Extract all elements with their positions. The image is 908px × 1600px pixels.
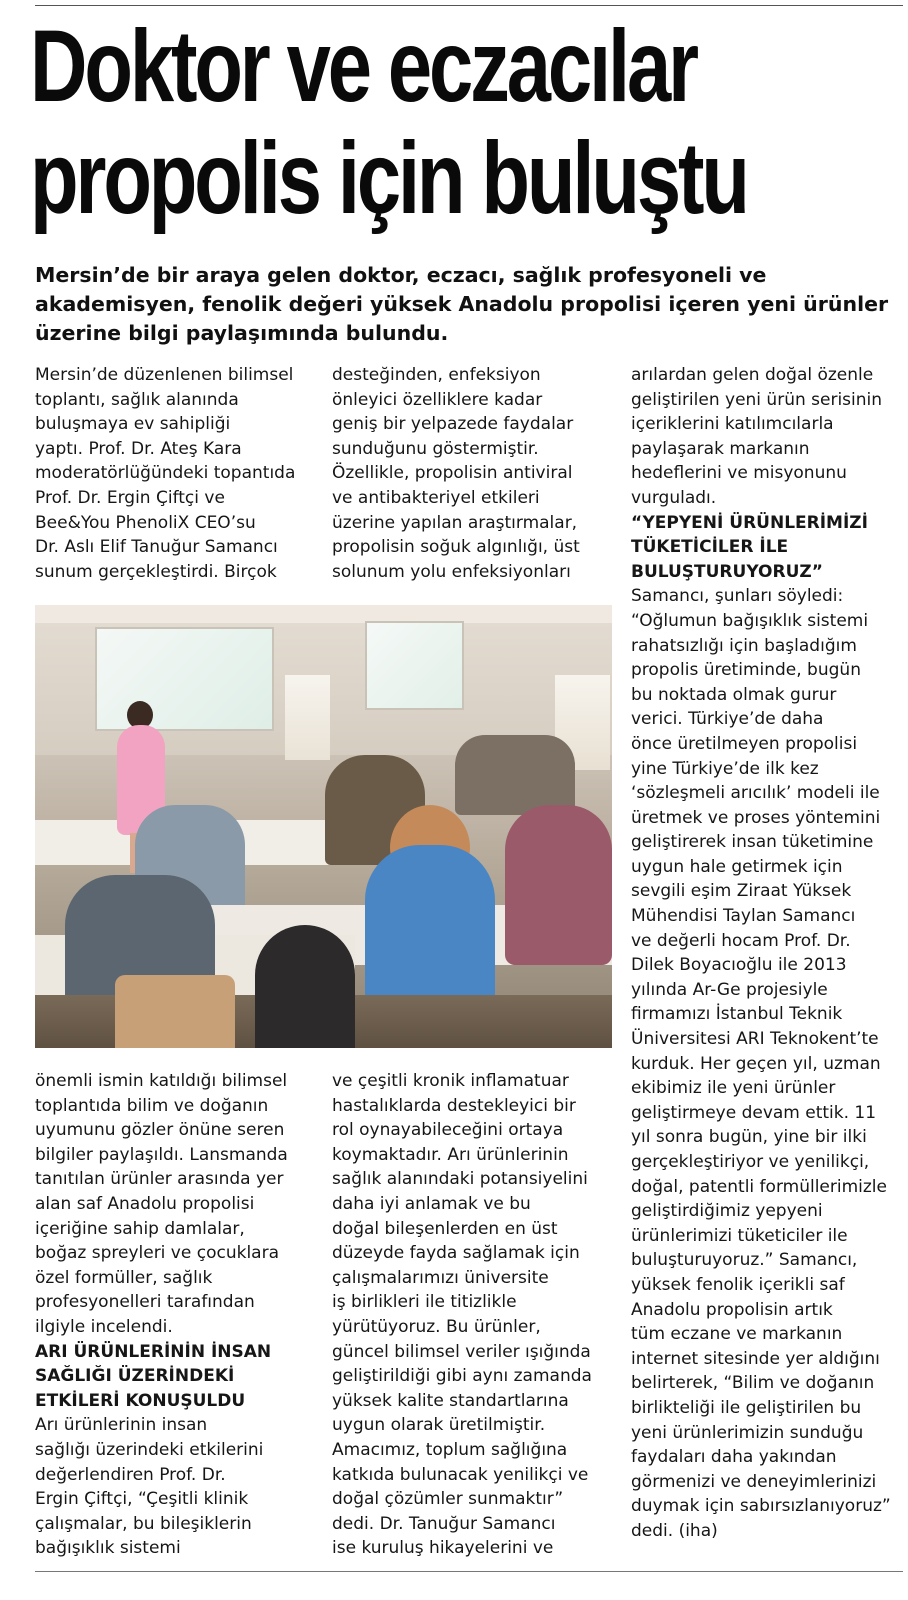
- column-1-top: [35, 363, 310, 584]
- headline-line: propolis için buluştu: [30, 121, 747, 235]
- subhead-line: ARI ÜRÜNLERİNİN İNSAN: [35, 1341, 272, 1362]
- text-line: güncel bilimsel veriler ışığında: [332, 1341, 591, 1362]
- text-line: geliştirdiğimiz yepyeni: [631, 1201, 823, 1222]
- text-line: yıl sonra bugün, yine bir ilki: [631, 1127, 867, 1148]
- text-line: yine Türkiye’de ilk kez: [631, 758, 819, 779]
- text-line: toplantı, sağlık alanında: [35, 389, 239, 410]
- text-line: firmamızı İstanbul Teknik: [631, 1004, 843, 1025]
- text-line: içeriklerini katılımcılarla: [631, 414, 834, 435]
- projection-screen: [95, 627, 274, 731]
- text-line: internet sitesinde yer aldığını: [631, 1348, 880, 1369]
- text-line: sunum gerçekleştirdi. Birçok: [35, 561, 277, 582]
- subhead-line: ETKİLERİ KONUŞULDU: [35, 1390, 246, 1411]
- text-line: yürütüyoruz. Bu ürünler,: [332, 1316, 541, 1337]
- text-line: ekibimiz ile yeni ürünler: [631, 1078, 836, 1099]
- column-3-top-text: [631, 363, 906, 511]
- text-line: geliştirildiği gibi aynı zamanda: [332, 1366, 592, 1387]
- text-line: dedi. (iha): [631, 1520, 718, 1541]
- text-line: uyumunu gözler önüne seren: [35, 1120, 285, 1141]
- text-line: sağlığı üzerindeki etkilerini: [35, 1439, 264, 1460]
- text-line: geliştirmeye devam ettik. 11: [631, 1102, 877, 1123]
- text-line: Dr. Aslı Elif Tanuğur Samancı: [35, 537, 278, 558]
- text-line: önce üretilmeyen propolisi: [631, 733, 858, 754]
- subhead-bee-products: [35, 1340, 310, 1414]
- text-line: ve değerli hocam Prof. Dr.: [631, 930, 851, 951]
- text-line: yılında Ar-Ge projesiyle: [631, 979, 828, 1000]
- text-line: birlikteliği ile geliştirilen bu: [631, 1397, 862, 1418]
- text-line: önleyici özelliklere kadar: [332, 389, 543, 410]
- text-line: Üniversitesi ARI Teknokent’te: [631, 1029, 879, 1050]
- text-line: geliştirilen yeni ürün serisinin: [631, 389, 883, 410]
- text-line: duymak için sabırsızlanıyoruz”: [631, 1496, 891, 1517]
- text-line: Bee&You PhenoliX CEO’su: [35, 512, 256, 533]
- column-1-after-text: [35, 1413, 310, 1561]
- text-line: iş birlikleri ile titizlikle: [332, 1292, 517, 1313]
- text-line: üretmek ve proses yöntemini: [631, 807, 881, 828]
- text-line: Ergin Çiftçi, “Çeşitli klinik: [35, 1489, 249, 1510]
- text-line: desteğinden, enfeksiyon: [332, 365, 541, 385]
- text-line: ve çeşitli kronik inflamatuar: [332, 1071, 569, 1091]
- event-photo: [35, 605, 612, 1048]
- text-line: geniş bir yelpazede faydalar: [332, 414, 574, 435]
- text-line: hastalıklarda destekleyici bir: [332, 1095, 576, 1116]
- text-line: Özellikle, propolisin antiviral: [332, 463, 573, 484]
- headline-line: Doktor ve eczacılar: [30, 9, 696, 123]
- text-line: arılardan gelen doğal özenle: [631, 365, 874, 385]
- text-line: bağışıklık sistemi: [35, 1538, 181, 1559]
- column-1-bottom: [35, 1069, 310, 1561]
- text-line: verici. Türkiye’de daha: [631, 709, 824, 730]
- column-1-bottom-text: [35, 1069, 310, 1340]
- text-line: vurguladı.: [631, 487, 717, 508]
- text-line: hedeflerini ve misyonunu: [631, 463, 847, 484]
- text-line: doğal çözümler sunmaktır”: [332, 1489, 564, 1510]
- text-line: görmenizi ve deneyimlerinizi: [631, 1471, 877, 1492]
- column-3-body-text: [631, 584, 906, 1543]
- top-rule: [35, 5, 903, 6]
- text-line: ürünlerimizi tüketiciler ile: [631, 1225, 848, 1246]
- text-line: koymaktadır. Arı ürünlerinin: [332, 1144, 569, 1165]
- text-line: önemli ismin katıldığı bilimsel: [35, 1071, 288, 1091]
- text-line: ise kuruluş hikayelerini ve: [332, 1538, 554, 1559]
- text-line: propolisin soğuk algınlığı, üst: [332, 537, 580, 558]
- text-line: Prof. Dr. Ergin Çiftçi ve: [35, 487, 225, 508]
- text-line: uygun olarak üretilmiştir.: [332, 1415, 546, 1436]
- text-line: alan saf Anadolu propolisi: [35, 1193, 255, 1214]
- text-line: Arı ürünlerinin insan: [35, 1415, 208, 1436]
- text-line: “Oğlumun bağışıklık sistemi: [631, 610, 869, 631]
- text-line: yüksek kalite standartlarına: [332, 1390, 569, 1411]
- text-line: solunum yolu enfeksiyonları: [332, 561, 571, 582]
- text-line: profesyonelleri tarafından: [35, 1292, 255, 1313]
- text-line: rol oynayabileceğini ortaya: [332, 1120, 564, 1141]
- text-line: boğaz spreyleri ve çocuklara: [35, 1243, 279, 1264]
- text-line: katkıda bulunacak yenilikçi ve: [332, 1464, 589, 1485]
- subhead-line: BULUŞTURUYORUZ”: [631, 561, 823, 582]
- text-line: daha iyi anlamak ve bu: [332, 1193, 531, 1214]
- text-line: toplantıda bilim ve doğanın: [35, 1095, 269, 1116]
- text-line: değerlendiren Prof. Dr.: [35, 1464, 226, 1485]
- text-line: geliştirerek insan tüketimine: [631, 832, 874, 853]
- text-line: belirterek, “Bilim ve doğanın: [631, 1373, 875, 1394]
- subhead-line: SAĞLIĞI ÜZERİNDEKİ: [35, 1366, 235, 1387]
- text-line: doğal, patentli formüllerimizle: [631, 1176, 887, 1197]
- text-line: üzerine yapılan araştırmalar,: [332, 512, 578, 533]
- text-line: ve antibakteriyel etkileri: [332, 487, 540, 508]
- text-line: Mühendisi Taylan Samancı: [631, 906, 856, 927]
- text-line: Mersin’de düzenlenen bilimsel: [35, 365, 294, 385]
- text-line: yüksek fenolik içerikli saf: [631, 1274, 845, 1295]
- column-2-top: [332, 363, 607, 584]
- text-line: gerçekleştiriyor ve yenilikçi,: [631, 1152, 870, 1172]
- bottom-rule: [35, 1571, 903, 1572]
- text-line: tüm eczane ve markanın: [631, 1324, 843, 1345]
- text-line: sağlık alanındaki potansiyelini: [332, 1169, 588, 1190]
- text-line: sevgili eşim Ziraat Yüksek: [631, 881, 852, 902]
- text-line: yeni ürünlerimizin sunduğu: [631, 1422, 864, 1443]
- text-line: özel formüller, sağlık: [35, 1267, 213, 1288]
- column-2-bottom: [332, 1069, 607, 1561]
- text-line: faydaları daha yakından: [631, 1447, 837, 1468]
- subhead-line: TÜKETİCİLER İLE: [631, 537, 789, 558]
- text-line: bilgiler paylaşıldı. Lansmanda: [35, 1144, 288, 1165]
- text-line: çalışmalarımızı üniversite: [332, 1267, 549, 1288]
- text-line: ‘sözleşmeli arıcılık’ modeli ile: [631, 783, 880, 804]
- lead-paragraph: Mersin’de bir araya gelen doktor, eczacı, sağlık profesyoneli ve akademisyen, fenolik değeri yüksek Anadolu propolisi içeren yeni ürünler üzerine bilgi paylaşımında bulundu.: [35, 263, 889, 345]
- text-line: dedi. Dr. Tanuğur Samancı: [332, 1513, 556, 1534]
- text-line: uygun hale getirmek için: [631, 856, 843, 877]
- projection-screen: [365, 621, 464, 710]
- column-3: [631, 363, 906, 1544]
- text-line: rahatsızlığı için başladığım: [631, 635, 857, 656]
- text-line: Samancı, şunları söyledi:: [631, 586, 844, 607]
- subhead-consumers: [631, 511, 906, 585]
- text-line: kurduk. Her geçen yıl, uzman: [631, 1053, 881, 1074]
- text-line: buluşmaya ev sahipliği: [35, 414, 231, 435]
- text-line: moderatörlüğündeki topantıda: [35, 463, 296, 484]
- subhead-line: “YEPYENİ ÜRÜNLERİMİZİ: [631, 512, 868, 533]
- text-line: yaptı. Prof. Dr. Ateş Kara: [35, 438, 242, 459]
- text-line: Dilek Boyacıoğlu ile 2013: [631, 955, 847, 976]
- text-line: sunduğunu göstermiştir.: [332, 438, 539, 459]
- text-line: doğal bileşenlerden en üst: [332, 1218, 558, 1239]
- text-line: tanıtılan ürünler arasında yer: [35, 1169, 284, 1190]
- roll-up-banner: [285, 675, 330, 760]
- text-line: düzeyde fayda sağlamak için: [332, 1243, 580, 1264]
- text-line: ilgiyle incelendi.: [35, 1316, 173, 1337]
- text-line: buluşturuyoruz.” Samancı,: [631, 1250, 858, 1271]
- text-line: içeriğine sahip damlalar,: [35, 1218, 245, 1239]
- text-line: çalışmalar, bu bileşiklerin: [35, 1513, 252, 1534]
- text-line: bu noktada olmak gurur: [631, 684, 837, 705]
- text-line: paylaşarak markanın: [631, 438, 810, 459]
- text-line: propolis üretiminde, bugün: [631, 660, 861, 681]
- text-line: Anadolu propolisin artık: [631, 1299, 833, 1320]
- headline: [30, 9, 747, 235]
- text-line: Amacımız, toplum sağlığına: [332, 1439, 568, 1460]
